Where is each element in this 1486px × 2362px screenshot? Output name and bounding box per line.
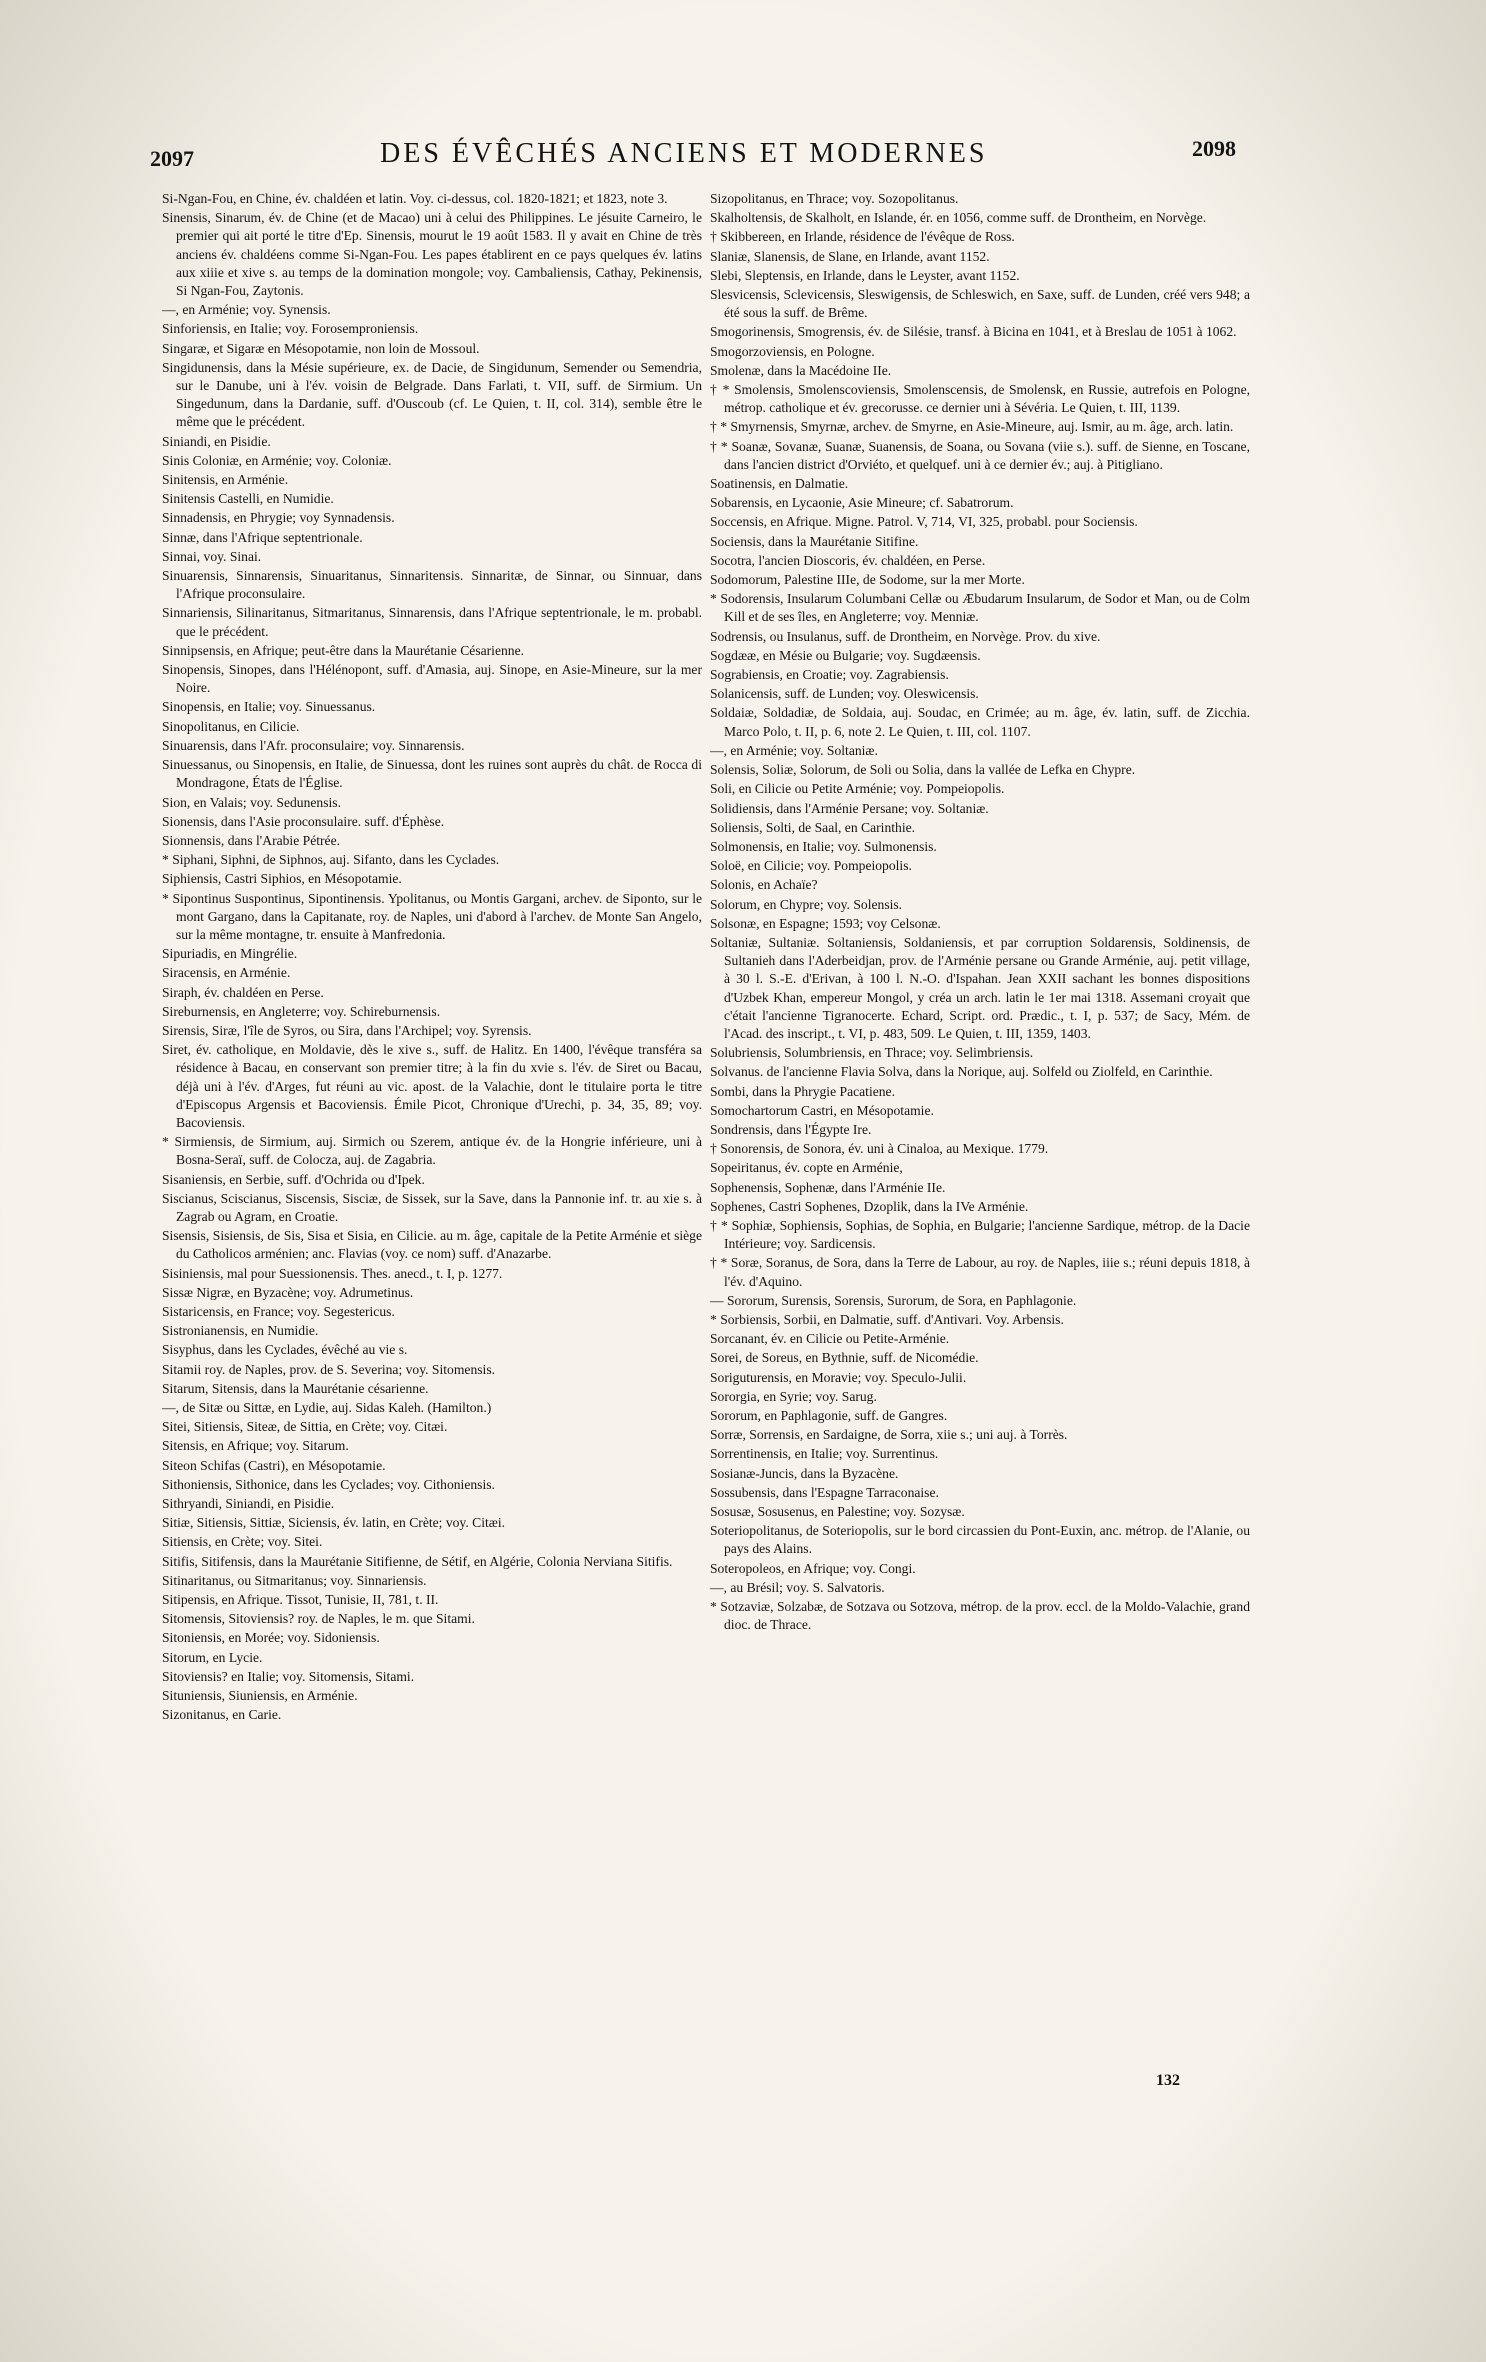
dictionary-entry: Solmonensis, en Italie; voy. Sulmonensis. (710, 838, 937, 854)
dictionary-entry: Sitifis, Sitifensis, dans la Maurétanie Sitifienne, de Sétif, en Algérie, Colonia Nerviana Sitifis. (162, 1553, 673, 1569)
dictionary-entry: Sitarum, Sitensis, dans la Maurétanie césarienne. (162, 1380, 429, 1396)
dictionary-entry: Sitoniensis, en Morée; voy. Sidoniensis. (162, 1630, 380, 1646)
dictionary-entry: Siscianus, Sciscianus, Siscensis, Sisciæ, de Sissek, sur la Save, dans la Pannonie inf. tr. au xie s. à Zagrab ou Agram, en Croatie. (162, 1190, 702, 1224)
signature-mark: 132 (1156, 2072, 1180, 2089)
dictionary-entry: † * Smolensis, Smolenscoviensis, Smolenscensis, de Smolensk, en Russie, autrefois en Pologne, métrop. catholique et év. grecorusse. ce dernier uni à Sévéria. Le Quien, t. III, 1139. (710, 382, 1250, 416)
dictionary-entry: Sombi, dans la Phrygie Pacatiene. (710, 1083, 895, 1099)
dictionary-entry: Smolenæ, dans la Macédoine IIe. (710, 362, 892, 378)
dictionary-entry: Sisiniensis, mal pour Suessionensis. Thes. anecd., t. I, p. 1277. (162, 1265, 503, 1281)
dictionary-entry: Sororgia, en Syrie; voy. Sarug. (710, 1388, 877, 1404)
dictionary-entry: Sistronianensis, en Numidie. (162, 1323, 319, 1339)
page-number-left: 2097 (150, 146, 194, 171)
dictionary-entry: Socotra, l'ancien Dioscoris, év. chaldéen, en Perse. (710, 552, 986, 568)
dictionary-entry: Situniensis, Siuniensis, en Arménie. (162, 1688, 358, 1704)
dictionary-entry: Smogorzoviensis, en Pologne. (710, 343, 875, 359)
dictionary-entry: Soldaiæ, Soldadiæ, de Soldaia, auj. Soudac, en Crimée; au m. âge, év. latin, suff. de Zicchia. Marco Polo, t. II, p. 6, note 2. Le Quien, t. III, col. 1107. (710, 705, 1250, 739)
left-column (162, 190, 702, 1725)
dictionary-entry: Solensis, Soliæ, Solorum, de Soli ou Solia, dans la vallée de Lefka en Chypre. (710, 762, 1136, 778)
dictionary-entry: * Sotzaviæ, Solzabæ, de Sotzava ou Sotzova, métrop. de la prov. eccl. de la Moldo-Valachie, grand dioc. de Thrace. (710, 1599, 1250, 1633)
dictionary-entry: Soteropoleos, en Afrique; voy. Congi. (710, 1560, 916, 1576)
dictionary-entry: Sophenensis, Sophenæ, dans l'Arménie IIe. (710, 1179, 946, 1195)
dictionary-entry: Sorcanant, év. en Cilicie ou Petite-Arménie. (710, 1331, 950, 1347)
dictionary-entry: Sipuriadis, en Mingrélie. (162, 946, 298, 962)
right-column (710, 190, 1250, 1635)
dictionary-entry: Sopeiritanus, év. copte en Arménie, (710, 1160, 903, 1176)
dictionary-entry: Sogdææ, en Mésie ou Bulgarie; voy. Sugdæensis. (710, 647, 981, 663)
dictionary-entry: Sistaricensis, en France; voy. Segestericus. (162, 1303, 395, 1319)
dictionary-entry: Sirensis, Siræ, l'île de Syros, ou Sira, dans l'Archipel; voy. Syrensis. (162, 1022, 532, 1038)
dictionary-entry: Sitorum, en Lycie. (162, 1649, 263, 1665)
dictionary-entry: Sophenes, Castri Sophenes, Dzoplik, dans la IVe Arménie. (710, 1198, 1029, 1214)
dictionary-entry: Sinopolitanus, en Cilicie. (162, 718, 300, 734)
dictionary-entry: Slebi, Sleptensis, en Irlande, dans le Leyster, avant 1152. (710, 267, 1020, 283)
dictionary-entry: Sitei, Sitiensis, Siteæ, de Sittia, en Crète; voy. Citæi. (162, 1419, 448, 1435)
dictionary-entry: Singidunensis, dans la Mésie supérieure, ex. de Dacie, de Singidunum, Semender ou Semendria, sur le Danube, uni à l'év. voisin de Belgrade. Dans Farlati, t. VII, suff. de Sirmium. Un Singedunum, dans la Dardanie, suff. d'Ouscoub (cf. Le Quien, t. II, col. 314), semble être le même que le précédent. (162, 359, 702, 430)
dictionary-entry: Soliensis, Solti, de Saal, en Carinthie. (710, 819, 916, 835)
dictionary-entry: —, en Arménie; voy. Soltaniæ. (710, 742, 878, 758)
dictionary-entry: † * Soanæ, Sovanæ, Suanæ, Suanensis, de Soana, ou Sovana (viie s.). suff. de Sienne, en Toscane, dans l'ancien district d'Orviéto, et quelquef. uni à ce dernier év.; auj. à Pitigliano. (710, 438, 1250, 472)
dictionary-entry: Sociensis, dans la Maurétanie Sitifine. (710, 533, 919, 549)
dictionary-entry: Sitamii roy. de Naples, prov. de S. Severina; voy. Sitomensis. (162, 1361, 496, 1377)
dictionary-entry: * Sirmiensis, de Sirmium, auj. Sirmich ou Szerem, antique év. de la Hongrie inférieure, uni à Bosna-Seraï, suff. de Colocza, auj. de Zagabria. (162, 1134, 702, 1168)
dictionary-entry: Soccensis, en Afrique. Migne. Patrol. V, 714, VI, 325, probabl. pour Sociensis. (710, 514, 1138, 530)
dictionary-entry: Sograbiensis, en Croatie; voy. Zagrabiensis. (710, 667, 949, 683)
dictionary-entry: Sithoniensis, Sithonice, dans les Cyclades; voy. Cithoniensis. (162, 1476, 495, 1492)
dictionary-entry: Sodrensis, ou Insulanus, suff. de Drontheim, en Norvège. Prov. du xive. (710, 628, 1101, 644)
dictionary-entry: Sodomorum, Palestine IIIe, de Sodome, sur la mer Morte. (710, 572, 1025, 588)
dictionary-entry: Sizopolitanus, en Thrace; voy. Sozopolitanus. (710, 191, 959, 206)
dictionary-entry: Sondrensis, dans l'Égypte Ire. (710, 1121, 872, 1137)
dictionary-entry: Smogorinensis, Smogrensis, év. de Silésie, transf. à Bicina en 1041, et à Breslau de 1051 à 1062. (710, 324, 1237, 340)
dictionary-entry: Siraph, év. chaldéen en Perse. (162, 984, 324, 1000)
dictionary-entry: * Siphani, Siphni, de Siphnos, auj. Sifanto, dans les Cyclades. (162, 852, 500, 868)
dictionary-entry: Solanicensis, suff. de Lunden; voy. Oleswicensis. (710, 686, 979, 702)
dictionary-entry: Sinuessanus, ou Sinopensis, en Italie, de Sinuessa, dont les ruines sont auprès du chât. de Rocca di Mondragone, États de l'Église. (162, 757, 702, 791)
dictionary-entry: Sinis Coloniæ, en Arménie; voy. Coloniæ. (162, 452, 392, 468)
dictionary-entry: Sionensis, dans l'Asie proconsulaire. suff. d'Éphèse. (162, 813, 445, 829)
dictionary-entry: Sororum, en Paphlagonie, suff. de Gangres. (710, 1408, 948, 1423)
dictionary-entry: Slaniæ, Slanensis, de Slane, en Irlande, avant 1152. (710, 248, 990, 264)
page-number-right: 2098 (1192, 136, 1236, 161)
dictionary-entry: † Skibbereen, en Irlande, résidence de l'évêque de Ross. (710, 229, 1015, 245)
dictionary-entry: † * Smyrnensis, Smyrnæ, archev. de Smyrne, en Asie-Mineure, auj. Ismir, au m. âge, arch. latin. (710, 419, 1234, 435)
dictionary-entry: — Sororum, Surensis, Sorensis, Surorum, de Sora, en Paphlagonie. (710, 1292, 1077, 1308)
dictionary-entry: Solorum, en Chypre; voy. Solensis. (710, 896, 903, 912)
dictionary-entry: Sitiensis, en Crète; voy. Sitei. (162, 1534, 323, 1550)
running-title: DES ÉVÊCHÉS ANCIENS ET MODERNES (380, 138, 988, 169)
dictionary-entry: Sinuarensis, Sinnarensis, Sinuaritanus, Sinnaritensis. Sinnaritæ, de Sinnar, ou Sinnuar, dans l'Afrique proconsulaire. (162, 568, 702, 602)
dictionary-entry: —, de Sitæ ou Sittæ, en Lydie, auj. Sidas Kaleh. (Hamilton.) (162, 1400, 492, 1415)
dictionary-entry: † * Soræ, Soranus, de Sora, dans la Terre de Labour, au roy. de Naples, iiie s.; réuni depuis 1818, à l'év. d'Aquino. (710, 1255, 1250, 1289)
dictionary-entry: Somochartorum Castri, en Mésopotamie. (710, 1102, 934, 1118)
dictionary-entry: Sinnæ, dans l'Afrique septentrionale. (162, 529, 363, 545)
dictionary-entry: Sitiæ, Sitiensis, Sittiæ, Siciensis, év. latin, en Crète; voy. Citæi. (162, 1515, 506, 1531)
dictionary-entry: Soloë, en Cilicie; voy. Pompeiopolis. (710, 858, 912, 874)
dictionary-entry: Solsonæ, en Espagne; 1593; voy Celsonæ. (710, 915, 941, 931)
dictionary-entry: Si-Ngan-Fou, en Chine, év. chaldéen et latin. Voy. ci-dessus, col. 1820-1821; et 1823, note 3. (162, 191, 668, 206)
dictionary-entry: Skalholtensis, de Skalholt, en Islande, ér. en 1056, comme suff. de Drontheim, en Norvège. (710, 210, 1207, 226)
dictionary-entry: Sinnai, voy. Sinai. (162, 548, 262, 564)
dictionary-entry: Sinuarensis, dans l'Afr. proconsulaire; voy. Sinnarensis. (162, 737, 465, 753)
dictionary-entry: Slesvicensis, Sclevicensis, Sleswigensis, de Schleswich, en Saxe, suff. de Lunden, créé vers 948; a été sous la suff. de Brême. (710, 287, 1250, 321)
dictionary-entry: Sionnensis, dans l'Arabie Pétrée. (162, 832, 340, 848)
dictionary-entry: Sissæ Nigræ, en Byzacène; voy. Adrumetinus. (162, 1284, 414, 1300)
dictionary-entry: Siphiensis, Castri Siphios, en Mésopotamie. (162, 871, 402, 887)
dictionary-entry: † Sonorensis, de Sonora, év. uni à Cinaloa, au Mexique. 1779. (710, 1141, 1049, 1157)
dictionary-entry: Soltaniæ, Sultaniæ. Soltaniensis, Soldaniensis, et par corruption Soldarensis, Soldinensis, de Sultanieh dans l'Aderbeidjan, prov. de l'Arménie persane ou Grande Arménie, auj. petit village, à 30 l. S.-E. d'Erivan, à 100 l. N.-O. d'Ispahan. Jean XXII sachant les bonnes dispositions d'Uzbek Khan, empereur Mongol, y créa un arch. latin le 1er mai 1318. Assemani croyait que c'était l'ancienne Tigranocerte. Echard, Script. ord. Prædic., t. I, p. 537; de Sacy, Mém. de l'Acad. des inscript., t. VI, p. 483, 509. Le Quien, t. III, 1359, 1403. (710, 934, 1250, 1041)
dictionary-entry: Sinopensis, en Italie; voy. Sinuessanus. (162, 699, 376, 715)
dictionary-entry: Solonis, en Achaïe? (710, 877, 818, 893)
dictionary-entry: Soli, en Cilicie ou Petite Arménie; voy. Pompeiopolis. (710, 781, 1005, 797)
dictionary-entry: Siret, év. catholique, en Moldavie, dès le xive s., suff. de Halitz. En 1400, l'évêque transféra sa résidence à Bacau, en conservant son premier titre; à la fin du xvie s. l'év. de Siret ou Bacau, déjà uni à l'év. d'Arges, fut réuni au vic. apost. de la Valachie, dont le titulaire porta le titre d'Episcopus Argensis et Bacoviensis. Émile Picot, Chronique d'Urechi, p. 34, 35, 89; voy. Bacoviensis. (162, 1042, 702, 1130)
dictionary-entry: Soteriopolitanus, de Soteriopolis, sur le bord circassien du Pont-Euxin, anc. métrop. de l'Alanie, ou pays des Alains. (710, 1523, 1250, 1557)
dictionary-entry: —, en Arménie; voy. Synensis. (162, 302, 331, 318)
dictionary-entry: Sinopensis, Sinopes, dans l'Hélénopont, suff. d'Amasia, auj. Sinope, en Asie-Mineure, sur la mer Noire. (162, 662, 702, 696)
dictionary-entry: Sosusæ, Sosusenus, en Palestine; voy. Sozysæ. (710, 1504, 965, 1520)
dictionary-entry: Sorrentinensis, en Italie; voy. Surrentinus. (710, 1446, 939, 1462)
dictionary-entry: Sireburnensis, en Angleterre; voy. Schireburnensis. (162, 1003, 441, 1019)
dictionary-entry: Sossubensis, dans l'Espagne Tarraconaise. (710, 1484, 939, 1500)
dictionary-entry: Sinnariensis, Silinaritanus, Sitmaritanus, Sinnarensis, dans l'Afrique septentrionale, le m. probabl. que le précédent. (162, 605, 702, 639)
dictionary-entry: * Sodorensis, Insularum Columbani Cellæ ou Æbudarum Insularum, de Sodor et Man, ou de Colm Kill et de ses îles, en Angleterre; voy. Menniæ. (710, 591, 1250, 625)
page-header (150, 132, 1236, 172)
dictionary-entry: Solidiensis, dans l'Arménie Persane; voy. Soltaniæ. (710, 800, 989, 816)
dictionary-entry: Sinensis, Sinarum, év. de Chine (et de Macao) uni à celui des Philippines. Le jésuite Carneiro, le premier qui ait porté le titre d'Ep. Sinensis, mourut le 19 août 1583. Il y avait en Chine de très anciens év. chaldéens comme Si-Ngan-Fou. Les papes établirent en ce pays quelques év. latins aux xiiie et xive s. au temps de la domination mongole; voy. Cambaliensis, Cathay, Pekinensis, Si Ngan-Fou, Zaytonis. (162, 210, 702, 299)
dictionary-entry: Sisaniensis, en Serbie, suff. d'Ochrida ou d'Ipek. (162, 1171, 425, 1187)
dictionary-entry: † * Sophiæ, Sophiensis, Sophias, de Sophia, en Bulgarie; l'ancienne Sardique, métrop. de la Dacie Intérieure; voy. Sardicensis. (710, 1217, 1250, 1252)
dictionary-entry: * Sorbiensis, Sorbii, en Dalmatie, suff. d'Antivari. Voy. Arbensis. (710, 1311, 1064, 1327)
dictionary-entry: Sizonitanus, en Carie. (162, 1707, 282, 1723)
dictionary-entry: Soatinensis, en Dalmatie. (710, 476, 849, 492)
dictionary-entry: Sisensis, Sisiensis, de Sis, Sisa et Sisia, en Cilicie. au m. âge, capitale de la Petite Arménie et siège du Catholicos arménien; anc. Flavias (voy. ce nom) suff. d'Anazarbe. (162, 1228, 702, 1262)
dictionary-entry: Solvanus. de l'ancienne Flavia Solva, dans la Norique, auj. Solfeld ou Ziolfeld, en Carinthie. (710, 1064, 1213, 1080)
dictionary-entry: Sisyphus, dans les Cyclades, évêché au vie s. (162, 1342, 408, 1358)
dictionary-entry: Sitensis, en Afrique; voy. Sitarum. (162, 1438, 349, 1454)
dictionary-entry: Sion, en Valais; voy. Sedunensis. (162, 794, 341, 810)
dictionary-entry: Siracensis, en Arménie. (162, 965, 291, 981)
dictionary-entry: Sinforiensis, en Italie; voy. Forosemproniensis. (162, 321, 419, 337)
dictionary-entry: Sinnipsensis, en Afrique; peut-être dans la Maurétanie Césarienne. (162, 642, 525, 658)
dictionary-entry: Sitomensis, Sitoviensis? roy. de Naples, le m. que Sitami. (162, 1611, 475, 1627)
dictionary-entry: Sinitensis, en Arménie. (162, 472, 289, 488)
dictionary-entry: Sobarensis, en Lycaonie, Asie Mineure; cf. Sabatrorum. (710, 495, 1014, 511)
dictionary-entry: Solubriensis, Solumbriensis, en Thrace; voy. Selimbriensis. (710, 1045, 1034, 1061)
dictionary-entry: —, au Brésil; voy. S. Salvatoris. (710, 1579, 885, 1595)
dictionary-entry: Sitipensis, en Afrique. Tissot, Tunisie, II, 781, t. II. (162, 1592, 439, 1608)
dictionary-entry: Sorei, de Soreus, en Bythnie, suff. de Nicomédie. (710, 1350, 979, 1366)
dictionary-entry: Sitinaritanus, ou Sitmaritanus; voy. Sinnariensis. (162, 1572, 427, 1588)
dictionary-entry: Soriguturensis, en Moravie; voy. Speculo-Julii. (710, 1369, 967, 1385)
dictionary-entry: Sorræ, Sorrensis, en Sardaigne, de Sorra, xiie s.; uni auj. à Torrès. (710, 1427, 1068, 1443)
dictionary-entry: Sinitensis Castelli, en Numidie. (162, 491, 334, 507)
dictionary-entry: Sithryandi, Siniandi, en Pisidie. (162, 1496, 335, 1512)
dictionary-entry: Sosianæ-Juncis, dans la Byzacène. (710, 1465, 899, 1481)
dictionary-entry: Sinnadensis, en Phrygie; voy Synnadensis. (162, 510, 395, 526)
dictionary-entry: Siteon Schifas (Castri), en Mésopotamie. (162, 1457, 386, 1473)
dictionary-entry: * Sipontinus Suspontinus, Sipontinensis. Ypolitanus, ou Montis Gargani, archev. de Siponto, sur le mont Gargano, dans la Capitanate, roy. de Naples, uni d'abord à l'archev. de Monte San Angelo, sur la même montagne, tr. ensuite à Manfredonia. (162, 890, 702, 942)
dictionary-entry: Singaræ, et Sigaræ en Mésopotamie, non loin de Mossoul. (162, 340, 480, 356)
dictionary-entry: Sitoviensis? en Italie; voy. Sitomensis, Sitami. (162, 1668, 415, 1684)
dictionary-entry: Siniandi, en Pisidie. (162, 433, 271, 449)
